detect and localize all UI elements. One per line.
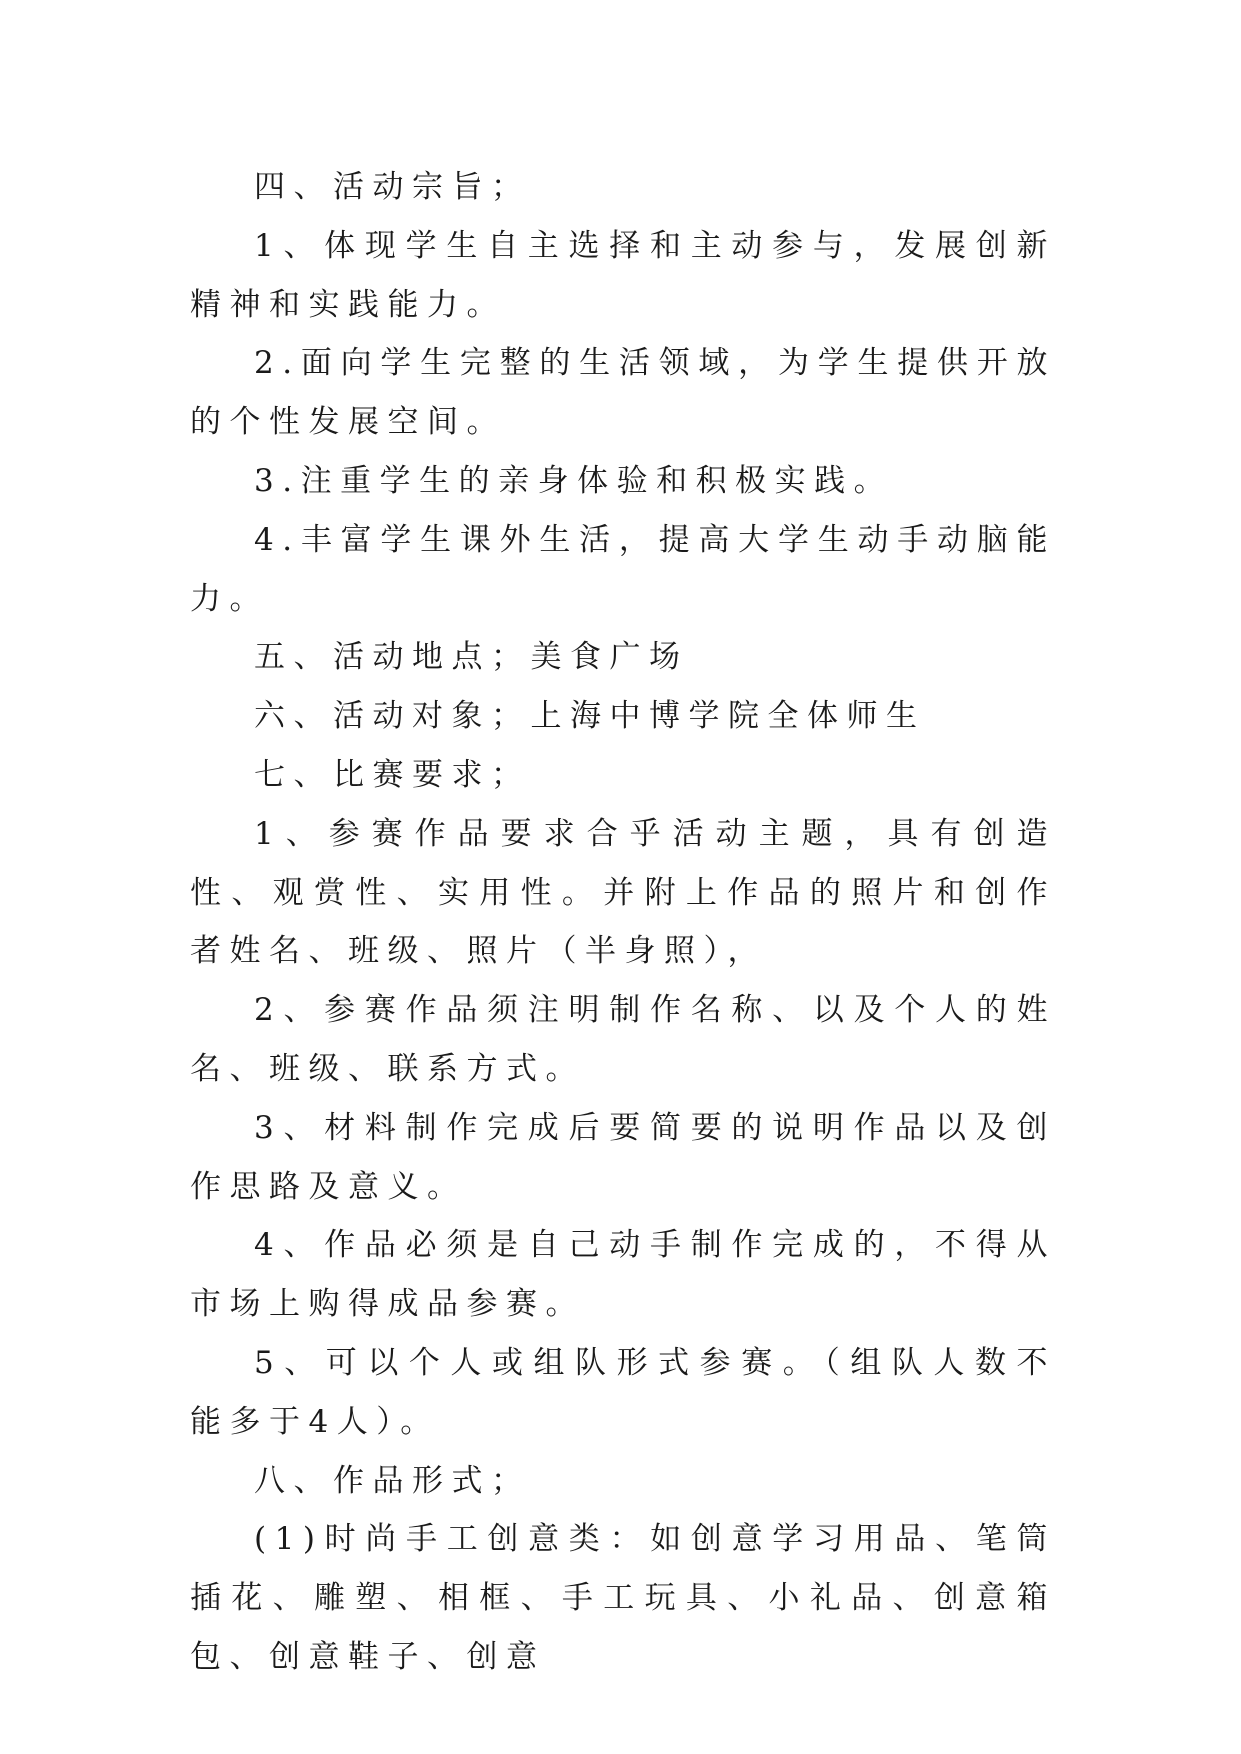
requirement-item-1: 1、参赛作品要求合乎活动主题，具有创造性、观赏性、实用性。并附上作品的照片和创作者姓名、班级、照片（半身照）， — [190, 815, 1056, 970]
section-heading-location: 五、活动地点；美食广场 — [254, 639, 689, 676]
section-heading-work-format: 八、作品形式； — [254, 1462, 531, 1499]
purpose-item-2: 2.面向学生完整的生活领域，为学生提供开放的个性发展空间。 — [190, 345, 1056, 441]
requirement-item-2: 2、参赛作品须注明制作名称、以及个人的姓名、班级、联系方式。 — [190, 992, 1056, 1087]
purpose-item-3: 3.注重学生的亲身体验和积极实践。 — [254, 462, 894, 499]
section-heading-requirements: 七、比赛要求； — [254, 756, 531, 793]
section-heading-participants: 六、活动对象；上海中博学院全体师生 — [254, 698, 926, 735]
document-body — [190, 158, 1056, 1687]
requirement-item-4: 4、作品必须是自己动手制作完成的，不得从市场上购得成品参赛。 — [190, 1227, 1056, 1323]
purpose-item-4: 4.丰富学生课外生活，提高大学生动手动脑能力。 — [190, 521, 1056, 617]
requirement-item-5: 5、可以个人或组队形式参赛。（组队人数不能多于4人）。 — [190, 1344, 1056, 1440]
work-format-item-1: (1)时尚手工创意类：如创意学习用品、笔筒插花、雕塑、相框、手工玩具、小礼品、创意箱包、创意鞋子、创意 — [190, 1521, 1056, 1675]
requirement-item-3: 3、材料制作完成后要简要的说明作品以及创作思路及意义。 — [190, 1109, 1056, 1205]
purpose-item-1: 1、体现学生自主选择和主动参与，发展创新精神和实践能力。 — [190, 227, 1056, 323]
section-heading-purpose: 四、活动宗旨； — [254, 169, 531, 205]
